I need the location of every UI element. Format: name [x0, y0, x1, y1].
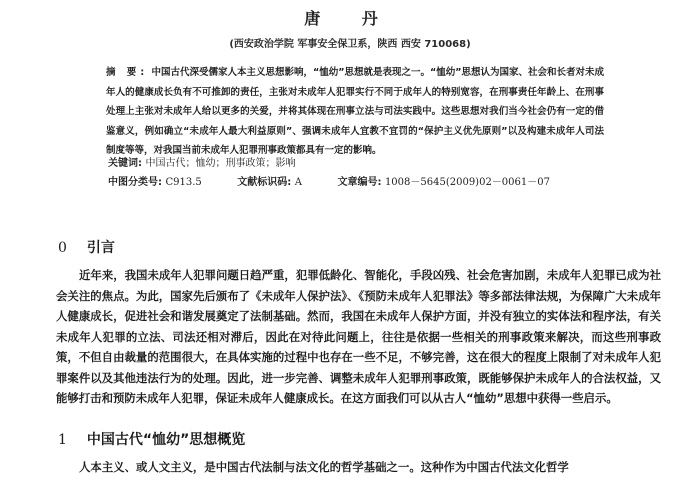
section-title: 引言 [86, 240, 115, 256]
paragraph: 近年来，我国未成年人犯罪问题日趋严重，犯罪低龄化、智能化，手段凶残、社会危害加剧，未成年人犯罪已成为社会关注的焦点。为此，国家先后颁布了《未成年人保护法》、《预防未成年人犯罪法》等多部法律法规，为保障广大未成年人健康成长，促进社会和谐发展奠定了法制基础。然而，我国在未成年人保护方面，并没有独立的实体法和程序法，有关未成年人犯罪的立法、司法还相对滞后，因此在对待此问题上，往往是依据一些相关的刑事政策来解决，而这些刑事政策，不但自由裁量的范围很大，在具体实施的过程中也存在一些不足，不够完善，这在很大的程度上限制了对未成年人犯罪案件以及其他违法行为的处理。因此，进一步完善、调整未成年人犯罪刑事政策，既能够保护未成年人的合法权益，又能够打击和预防未成年人犯罪，保证未成年人健康成长。在这方面我们可以从古人“恤幼”思想中获得一些启示。 [56, 268, 661, 405]
introduction-body [56, 265, 661, 409]
classification-line [108, 173, 550, 188]
abstract-label: 摘 要: [106, 67, 149, 78]
abstract-block [84, 63, 604, 161]
doc-code-label: 文献标识码: [237, 177, 292, 188]
keywords-line [108, 154, 295, 169]
article-no-value: 1008－5645(2009)02－0061－07 [384, 177, 550, 188]
section-number: 1 [58, 432, 67, 448]
author-affiliation: (西安政治学院 军事安全保卫系，陕西 西安 710068) [229, 39, 471, 50]
article-no-label: 文章编号: [337, 177, 382, 188]
section-title: 中国古代“恤幼”思想概览 [86, 432, 246, 448]
doc-code-value: A [294, 177, 302, 188]
clc-value: C913.5 [165, 177, 202, 188]
keywords-value: 中国古代；恤幼；刑事政策；影响 [145, 158, 296, 169]
overview-body [56, 457, 661, 477]
keywords-label: 关键词: [108, 158, 142, 169]
abstract-text: 中国古代深受儒家人本主义思想影响，“恤幼”思想就是表现之一。“恤幼”思想认为国家、社会和长者对未成年人的健康成长负有不可推卸的责任，主张对未成年人犯罪实行不同于成年人的特别宽容，在刑事责任年龄上、在刑事处理上主张对未成年人给以更多的关爱，并将其体现在刑事立法与司法实践中。这些思想对我们当今社会仍有一定的借鉴意义，例如确立“未成年人最大利益原则”、强调未成年人宜教不宜罚的“保护主义优先原则”以及构建未成年人司法制度等等，对我国当前未成年人犯罪刑事政策都具有一定的影响。 [106, 67, 605, 156]
section-number: 0 [58, 240, 67, 256]
section-heading-overview [58, 429, 245, 449]
author-name: 唐 丹 [304, 9, 396, 28]
clc-label: 中图分类号: [108, 177, 162, 188]
paragraph: 人本主义、或人文主义，是中国古代法制与法文化的哲学基础之一。这种作为中国古代法文化哲学 [79, 460, 569, 474]
section-heading-introduction [58, 237, 115, 257]
